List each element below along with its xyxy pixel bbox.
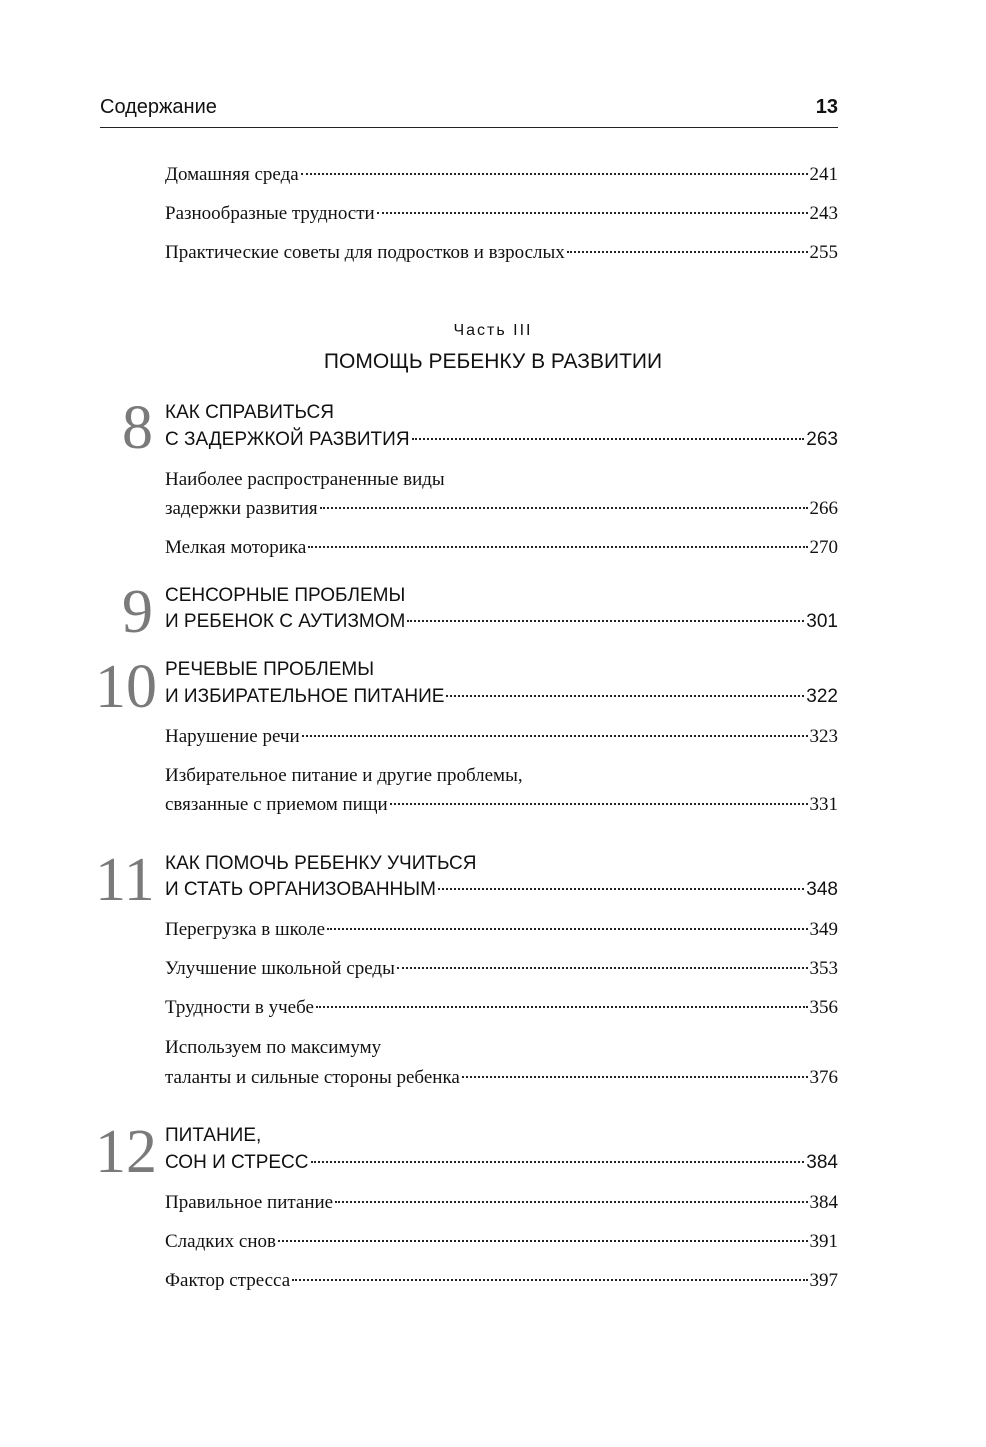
chapter-entry: И СТАТЬ ОРГАНИЗОВАННЫМ 348	[165, 879, 838, 900]
chapter-title: КАК ПОМОЧЬ РЕБЕНКУ УЧИТЬСЯ	[165, 853, 477, 874]
toc-entry: Мелкая моторика 270	[165, 537, 838, 558]
chapter-number: 8	[122, 394, 153, 462]
page-number: 13	[815, 96, 838, 118]
toc-entry: Трудности в учебе 356	[165, 997, 838, 1018]
toc-entry: Перегрузка в школе 349	[165, 919, 838, 940]
chapter-entry: СОН И СТРЕСС 384	[165, 1152, 838, 1173]
running-header-title: Содержание	[100, 96, 217, 118]
chapter-entry: И РЕБЕНОК С АУТИЗМОМ 301	[165, 611, 838, 632]
toc-entry: Правильное питание 384	[165, 1192, 838, 1213]
header-rule	[100, 127, 838, 128]
chapter-title: РЕЧЕВЫЕ ПРОБЛЕМЫ	[165, 659, 375, 680]
toc-entry-line: Используем по максимуму	[165, 1037, 382, 1058]
chapter-entry: С ЗАДЕРЖКОЙ РАЗВИТИЯ 263	[165, 429, 838, 450]
chapter-number: 12	[95, 1118, 157, 1186]
chapter-number: 11	[95, 846, 155, 914]
part-title: ПОМОЩЬ РЕБЕНКУ В РАЗВИТИИ	[323, 350, 663, 373]
toc-entry: задержки развития 266	[165, 498, 838, 519]
toc-entry: Разнообразные трудности 243	[165, 203, 838, 224]
toc-entry: Сладких снов 391	[165, 1231, 838, 1252]
chapter-title: ПИТАНИЕ,	[165, 1125, 262, 1146]
chapter-number: 10	[95, 653, 157, 721]
part-label: Часть III	[453, 322, 533, 339]
chapter-number: 9	[122, 578, 153, 646]
toc-entry: Нарушение речи 323	[165, 726, 838, 747]
toc-entry: таланты и сильные стороны ребенка 376	[165, 1067, 838, 1088]
toc-entry-line: Избирательное питание и другие проблемы,	[165, 765, 523, 786]
chapter-entry: И ИЗБИРАТЕЛЬНОЕ ПИТАНИЕ 322	[165, 686, 838, 707]
toc-entry: связанные с приемом пищи 331	[165, 794, 838, 815]
toc-entry: Улучшение школьной среды 353	[165, 958, 838, 979]
toc-entry: Практические советы для подростков и взрослых 255	[165, 242, 838, 263]
toc-entry: Домашняя среда 241	[165, 164, 838, 185]
toc-entry: Фактор стресса 397	[165, 1270, 838, 1291]
toc-entry-line: Наиболее распространенные виды	[165, 469, 445, 490]
chapter-title: КАК СПРАВИТЬСЯ	[165, 402, 334, 423]
chapter-title: СЕНСОРНЫЕ ПРОБЛЕМЫ	[165, 585, 406, 606]
